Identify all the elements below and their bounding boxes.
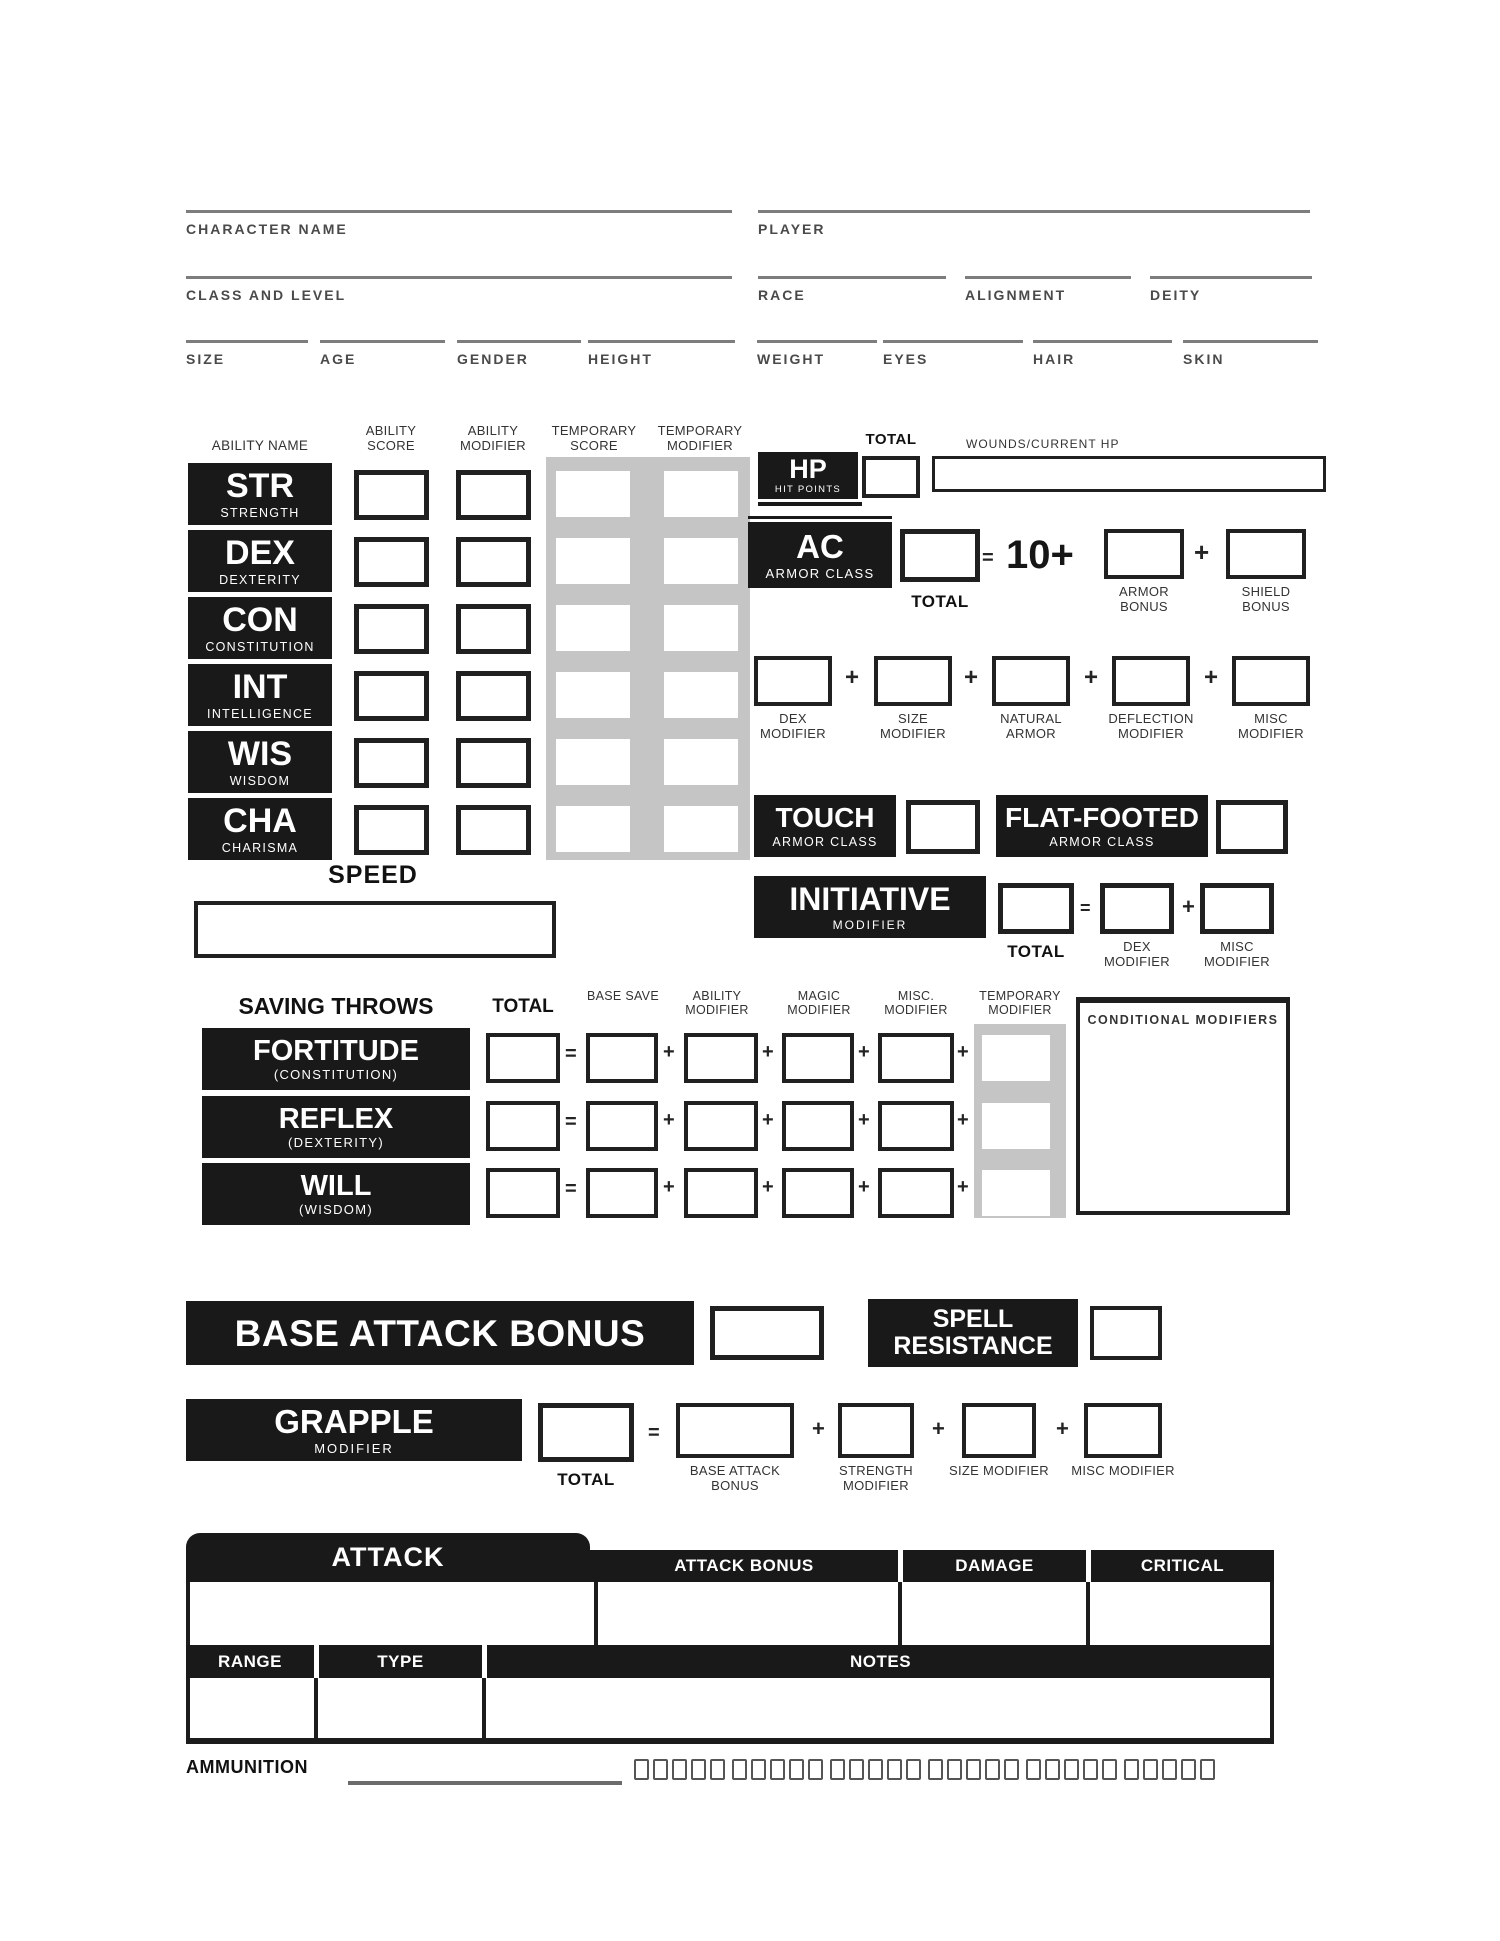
initiative-title: INITIATIVE bbox=[789, 880, 951, 917]
spell-resistance-banner bbox=[868, 1299, 1078, 1367]
initiative-dex-label: DEX MODIFIER bbox=[1104, 939, 1170, 969]
conditional-modifiers-label: CONDITIONAL MODIFIERS bbox=[1087, 1013, 1279, 1027]
str-name: STRENGTH bbox=[220, 505, 300, 520]
touch-subtitle: ARMOR CLASS bbox=[772, 834, 878, 849]
grapple-misc-box[interactable] bbox=[1084, 1403, 1162, 1458]
damage-cell[interactable] bbox=[902, 1582, 1086, 1645]
hp-block-underline bbox=[758, 502, 862, 506]
grapple-size-label: SIZE MODIFIER bbox=[949, 1463, 1049, 1478]
range-type-notes-band bbox=[186, 1645, 1274, 1678]
con-score-box[interactable] bbox=[354, 604, 429, 654]
will-temp-box[interactable] bbox=[982, 1170, 1050, 1216]
grapple-subtitle: MODIFIER bbox=[314, 1440, 394, 1456]
ac-deflection-modifier-box[interactable] bbox=[1112, 656, 1190, 706]
wounds-current-hp-box[interactable] bbox=[932, 456, 1326, 492]
fortitude-temp-box[interactable] bbox=[982, 1035, 1050, 1081]
ac-size-modifier-label: SIZE MODIFIER bbox=[880, 711, 946, 741]
grapple-strength-label: STRENGTH MODIFIER bbox=[839, 1463, 913, 1493]
player-line[interactable] bbox=[758, 210, 1310, 213]
con-temp-modifier-box[interactable] bbox=[664, 605, 738, 651]
conditional-modifiers-box[interactable] bbox=[1076, 997, 1290, 1215]
dex-name: DEXTERITY bbox=[219, 572, 301, 587]
height-label: HEIGHT bbox=[588, 351, 653, 367]
initiative-subtitle: MODIFIER bbox=[832, 917, 908, 932]
deity-label: DEITY bbox=[1150, 287, 1202, 303]
initiative-misc-box[interactable] bbox=[1200, 883, 1274, 934]
fortitude-plus-1: + bbox=[663, 1041, 675, 1063]
hair-label: HAIR bbox=[1033, 351, 1076, 367]
ability-modifier-header: ABILITY MODIFIER bbox=[460, 423, 526, 453]
initiative-total-label: TOTAL bbox=[1007, 942, 1065, 961]
ammo-checkbox-group-3 bbox=[830, 1759, 921, 1780]
reflex-equals: = bbox=[565, 1111, 577, 1133]
cha-block bbox=[188, 798, 332, 860]
ammo-checkbox[interactable] bbox=[751, 1759, 766, 1780]
grapple-plus-2: + bbox=[932, 1416, 945, 1441]
ammo-checkbox[interactable] bbox=[1181, 1759, 1196, 1780]
ac-misc-modifier-label: MISC MODIFIER bbox=[1238, 711, 1304, 741]
cha-temp-modifier-box[interactable] bbox=[664, 806, 738, 852]
con-name: CONSTITUTION bbox=[205, 639, 315, 654]
armor-bonus-box[interactable] bbox=[1104, 529, 1184, 579]
int-temp-score-box[interactable] bbox=[556, 672, 630, 718]
dex-block bbox=[188, 530, 332, 592]
dex-score-box[interactable] bbox=[354, 537, 429, 587]
ammo-checkbox[interactable] bbox=[947, 1759, 962, 1780]
dex-abbr: DEX bbox=[225, 533, 295, 572]
grapple-plus-3: + bbox=[1056, 1416, 1069, 1441]
temporary-score-header: TEMPORARY SCORE bbox=[551, 423, 637, 453]
ammunition-line[interactable] bbox=[348, 1781, 622, 1785]
ammo-checkbox[interactable] bbox=[1026, 1759, 1041, 1780]
will-base-box[interactable] bbox=[586, 1168, 658, 1218]
con-block bbox=[188, 597, 332, 659]
attack-tab-label: ATTACK bbox=[331, 1542, 445, 1572]
str-temp-score-box[interactable] bbox=[556, 471, 630, 517]
alignment-label: ALIGNMENT bbox=[965, 287, 1067, 303]
cha-modifier-box[interactable] bbox=[456, 805, 531, 855]
ac-total-label: TOTAL bbox=[911, 592, 969, 611]
eyes-label: EYES bbox=[883, 351, 929, 367]
ammo-checkbox[interactable] bbox=[966, 1759, 981, 1780]
reflex-temp-box[interactable] bbox=[982, 1103, 1050, 1149]
wis-modifier-box[interactable] bbox=[456, 738, 531, 788]
grapple-banner bbox=[186, 1399, 522, 1461]
con-modifier-box[interactable] bbox=[456, 604, 531, 654]
notes-header: NOTES bbox=[482, 1645, 1274, 1678]
ammunition-label: AMMUNITION bbox=[186, 1757, 308, 1777]
ammo-checkbox[interactable] bbox=[1064, 1759, 1079, 1780]
ac-abbr: AC bbox=[796, 527, 844, 565]
ammo-checkbox[interactable] bbox=[732, 1759, 747, 1780]
ac-dex-modifier-box[interactable] bbox=[754, 656, 832, 706]
initiative-total-box[interactable] bbox=[998, 883, 1074, 934]
ac-plus-2: + bbox=[845, 664, 860, 691]
spell-resistance-line2: RESISTANCE bbox=[893, 1332, 1053, 1360]
class-level-label: CLASS AND LEVEL bbox=[186, 287, 347, 303]
ability-name-header: ABILITY NAME bbox=[211, 438, 309, 453]
ac-plus-1: + bbox=[1194, 537, 1210, 567]
ammo-checkbox[interactable] bbox=[849, 1759, 864, 1780]
ammo-checkbox[interactable] bbox=[1102, 1759, 1117, 1780]
ammo-checkbox[interactable] bbox=[985, 1759, 1000, 1780]
will-plus-3: + bbox=[858, 1176, 870, 1198]
attack-name-cell[interactable] bbox=[190, 1582, 594, 1645]
range-header: RANGE bbox=[218, 1652, 282, 1671]
con-abbr: CON bbox=[222, 600, 298, 639]
attack-tab bbox=[186, 1533, 590, 1582]
will-magic-box[interactable] bbox=[782, 1168, 854, 1218]
initiative-equals: = bbox=[1080, 898, 1091, 918]
attack-row-1 bbox=[186, 1582, 1274, 1645]
player-label: PLAYER bbox=[758, 221, 826, 237]
wis-score-box[interactable] bbox=[354, 738, 429, 788]
str-temp-modifier-box[interactable] bbox=[664, 471, 738, 517]
spell-resistance-box[interactable] bbox=[1090, 1306, 1162, 1360]
type-cell[interactable] bbox=[318, 1678, 482, 1738]
wis-temp-modifier-box[interactable] bbox=[664, 739, 738, 785]
fortitude-total-box[interactable] bbox=[486, 1033, 560, 1083]
age-line[interactable] bbox=[320, 340, 445, 343]
ammo-checkbox[interactable] bbox=[653, 1759, 668, 1780]
reflex-plus-1: + bbox=[663, 1109, 675, 1131]
weight-line[interactable] bbox=[757, 340, 877, 343]
ac-deflection-modifier-label: DEFLECTION MODIFIER bbox=[1108, 711, 1194, 741]
grapple-bab-label: BASE ATTACK BONUS bbox=[689, 1463, 781, 1493]
ammo-checkbox[interactable] bbox=[1004, 1759, 1019, 1780]
will-block bbox=[202, 1163, 470, 1225]
fortitude-misc-box[interactable] bbox=[878, 1033, 954, 1083]
flat-footed-subtitle: ARMOR CLASS bbox=[1049, 834, 1155, 849]
ammo-checkbox[interactable] bbox=[808, 1759, 823, 1780]
type-header: TYPE bbox=[314, 1645, 482, 1678]
armor-bonus-label: ARMOR BONUS bbox=[1119, 584, 1169, 614]
ammo-checkbox[interactable] bbox=[1124, 1759, 1139, 1780]
reflex-total-box[interactable] bbox=[486, 1101, 560, 1151]
flat-footed-ac-box[interactable] bbox=[1216, 800, 1288, 854]
grapple-plus-1: + bbox=[812, 1416, 825, 1441]
grapple-size-box[interactable] bbox=[962, 1403, 1036, 1458]
cha-abbr: CHA bbox=[223, 801, 297, 840]
grapple-misc-label: MISC MODIFIER bbox=[1071, 1463, 1175, 1478]
ammo-checkbox[interactable] bbox=[710, 1759, 725, 1780]
ammo-checkbox[interactable] bbox=[887, 1759, 902, 1780]
ac-natural-armor-box[interactable] bbox=[992, 656, 1070, 706]
ac-block bbox=[748, 522, 892, 588]
hp-total-box[interactable] bbox=[862, 456, 920, 498]
ammo-checkbox[interactable] bbox=[1045, 1759, 1060, 1780]
ammo-checkbox-group-5 bbox=[1026, 1759, 1117, 1780]
ammo-checkbox[interactable] bbox=[789, 1759, 804, 1780]
critical-cell[interactable] bbox=[1090, 1582, 1270, 1645]
temporary-columns-panel bbox=[546, 457, 750, 860]
fortitude-base-box[interactable] bbox=[586, 1033, 658, 1083]
ammo-checkbox[interactable] bbox=[1143, 1759, 1158, 1780]
str-abbr: STR bbox=[226, 466, 294, 505]
touch-ac-box[interactable] bbox=[906, 800, 980, 854]
skin-label: SKIN bbox=[1183, 351, 1225, 367]
int-score-box[interactable] bbox=[354, 671, 429, 721]
notes-cell[interactable] bbox=[486, 1678, 1274, 1738]
speed-box[interactable] bbox=[194, 901, 556, 958]
dex-temp-score-box[interactable] bbox=[556, 538, 630, 584]
initiative-dex-box[interactable] bbox=[1100, 883, 1174, 934]
hair-line[interactable] bbox=[1033, 340, 1172, 343]
attack-row-2 bbox=[186, 1678, 1274, 1738]
damage-header: DAMAGE bbox=[898, 1550, 1086, 1582]
attack-table bbox=[186, 1533, 1274, 1744]
class-level-line[interactable] bbox=[186, 276, 732, 279]
int-block bbox=[188, 664, 332, 726]
dex-modifier-box[interactable] bbox=[456, 537, 531, 587]
saving-throws-title: SAVING THROWS bbox=[238, 993, 434, 1019]
race-label: RACE bbox=[758, 287, 806, 303]
will-plus-1: + bbox=[663, 1176, 675, 1198]
wis-abbr: WIS bbox=[227, 734, 293, 773]
cha-temp-score-box[interactable] bbox=[556, 806, 630, 852]
character-name-line[interactable] bbox=[186, 210, 732, 213]
shield-bonus-box[interactable] bbox=[1226, 529, 1306, 579]
grapple-bab-box[interactable] bbox=[676, 1403, 794, 1458]
gender-label: GENDER bbox=[457, 351, 529, 367]
flat-footed-ac-block bbox=[996, 795, 1208, 857]
ammo-checkbox[interactable] bbox=[672, 1759, 687, 1780]
ammo-checkbox-group-4 bbox=[928, 1759, 1019, 1780]
attack-bonus-cell[interactable] bbox=[598, 1582, 898, 1645]
base-attack-bonus-box[interactable] bbox=[710, 1306, 824, 1360]
deity-line[interactable] bbox=[1150, 276, 1312, 279]
ammo-checkbox[interactable] bbox=[928, 1759, 943, 1780]
base-attack-bonus-title: BASE ATTACK BONUS bbox=[234, 1312, 646, 1354]
ammo-checkbox[interactable] bbox=[634, 1759, 649, 1780]
gender-line[interactable] bbox=[457, 340, 581, 343]
temporary-modifier-header: TEMPORARY MODIFIER bbox=[657, 423, 743, 453]
will-equals: = bbox=[565, 1178, 577, 1200]
attack-bonus-header: ATTACK BONUS bbox=[674, 1556, 814, 1575]
grapple-title: GRAPPLE bbox=[274, 1402, 434, 1440]
hp-total-label: TOTAL bbox=[865, 431, 917, 448]
will-subtitle: (WISDOM) bbox=[299, 1201, 373, 1217]
base-save-header: BASE SAVE bbox=[587, 989, 659, 1003]
fortitude-magic-box[interactable] bbox=[782, 1033, 854, 1083]
grapple-equals: = bbox=[648, 1422, 660, 1444]
fortitude-equals: = bbox=[565, 1043, 577, 1065]
ac-name: ARMOR CLASS bbox=[765, 565, 875, 581]
saves-temporary-modifier-header: TEMPORARY MODIFIER bbox=[979, 989, 1061, 1018]
skin-line[interactable] bbox=[1183, 340, 1318, 343]
saves-magic-modifier-header: MAGIC MODIFIER bbox=[787, 989, 851, 1018]
reflex-plus-4: + bbox=[957, 1109, 969, 1131]
str-block bbox=[188, 463, 332, 525]
initiative-block bbox=[754, 876, 986, 938]
attack-table-bottom-border bbox=[186, 1738, 1274, 1744]
int-name: INTELLIGENCE bbox=[207, 706, 313, 721]
fortitude-subtitle: (CONSTITUTION) bbox=[273, 1066, 399, 1082]
grapple-total-label: TOTAL bbox=[557, 1470, 615, 1489]
flat-footed-title: FLAT-FOOTED bbox=[1005, 801, 1199, 833]
race-line[interactable] bbox=[758, 276, 946, 279]
reflex-plus-3: + bbox=[858, 1109, 870, 1131]
will-misc-box[interactable] bbox=[878, 1168, 954, 1218]
int-abbr: INT bbox=[232, 667, 288, 706]
int-modifier-box[interactable] bbox=[456, 671, 531, 721]
str-score-box[interactable] bbox=[354, 470, 429, 520]
int-temp-modifier-box[interactable] bbox=[664, 672, 738, 718]
touch-ac-block bbox=[754, 795, 896, 857]
reflex-subtitle: (DEXTERITY) bbox=[288, 1134, 384, 1150]
ammo-checkbox-group-2 bbox=[732, 1759, 823, 1780]
ammo-checkbox[interactable] bbox=[1162, 1759, 1177, 1780]
range-cell[interactable] bbox=[190, 1678, 314, 1738]
wis-temp-score-box[interactable] bbox=[556, 739, 630, 785]
age-label: AGE bbox=[320, 351, 357, 367]
str-modifier-box[interactable] bbox=[456, 470, 531, 520]
saves-misc-modifier-header: MISC. MODIFIER bbox=[884, 989, 948, 1018]
will-total-box[interactable] bbox=[486, 1168, 560, 1218]
cha-name: CHARISMA bbox=[221, 840, 299, 855]
critical-header: CRITICAL bbox=[1086, 1550, 1274, 1582]
will-ability-box[interactable] bbox=[684, 1168, 758, 1218]
eyes-line[interactable] bbox=[883, 340, 1023, 343]
ac-natural-armor-label: NATURAL ARMOR bbox=[1000, 711, 1062, 741]
reflex-title: REFLEX bbox=[278, 1102, 394, 1135]
ammo-checkbox-group-1 bbox=[634, 1759, 725, 1780]
fortitude-title: FORTITUDE bbox=[253, 1034, 419, 1067]
reflex-magic-box[interactable] bbox=[782, 1101, 854, 1151]
character-name-label: CHARACTER NAME bbox=[186, 221, 348, 237]
saves-ability-modifier-header: ABILITY MODIFIER bbox=[685, 989, 749, 1018]
ammo-checkbox[interactable] bbox=[868, 1759, 883, 1780]
ability-score-header: ABILITY SCORE bbox=[365, 423, 417, 453]
ac-dex-modifier-label: DEX MODIFIER bbox=[760, 711, 826, 741]
ammo-checkbox[interactable] bbox=[691, 1759, 706, 1780]
height-line[interactable] bbox=[588, 340, 735, 343]
touch-title: TOUCH bbox=[775, 801, 875, 833]
grapple-total-box[interactable] bbox=[538, 1403, 634, 1462]
size-line[interactable] bbox=[186, 340, 308, 343]
spell-resistance-line1: SPELL bbox=[932, 1304, 1014, 1333]
hp-block bbox=[758, 452, 858, 499]
hp-abbr: HP bbox=[789, 454, 827, 484]
base-attack-bonus-banner bbox=[186, 1301, 694, 1365]
will-plus-4: + bbox=[957, 1176, 969, 1198]
will-plus-2: + bbox=[762, 1176, 774, 1198]
wounds-label: WOUNDS/CURRENT HP bbox=[966, 437, 1120, 451]
ac-plus-3: + bbox=[964, 664, 979, 691]
ac-plus-5: + bbox=[1204, 664, 1219, 691]
reflex-plus-2: + bbox=[762, 1109, 774, 1131]
fortitude-ability-box[interactable] bbox=[684, 1033, 758, 1083]
will-title: WILL bbox=[300, 1169, 372, 1202]
size-label: SIZE bbox=[186, 351, 226, 367]
ac-block-topline bbox=[748, 516, 892, 519]
ac-base-ten: 10+ bbox=[1006, 533, 1074, 577]
reflex-base-box[interactable] bbox=[586, 1101, 658, 1151]
speed-label: SPEED bbox=[328, 861, 418, 889]
alignment-line[interactable] bbox=[965, 276, 1131, 279]
ammo-checkbox[interactable] bbox=[1083, 1759, 1098, 1780]
shield-bonus-label: SHIELD BONUS bbox=[1241, 584, 1291, 614]
grapple-strength-box[interactable] bbox=[838, 1403, 914, 1458]
initiative-plus: + bbox=[1182, 894, 1195, 919]
fortitude-plus-4: + bbox=[957, 1041, 969, 1063]
ammo-checkbox[interactable] bbox=[830, 1759, 845, 1780]
ac-plus-4: + bbox=[1084, 664, 1099, 691]
wis-name: WISDOM bbox=[229, 773, 291, 788]
ammo-checkbox[interactable] bbox=[906, 1759, 921, 1780]
hp-name: HIT POINTS bbox=[774, 484, 842, 495]
ammo-checkbox[interactable] bbox=[770, 1759, 785, 1780]
fortitude-block bbox=[202, 1028, 470, 1090]
ammo-checkbox[interactable] bbox=[1200, 1759, 1215, 1780]
reflex-misc-box[interactable] bbox=[878, 1101, 954, 1151]
ac-equals: = bbox=[982, 547, 994, 569]
reflex-ability-box[interactable] bbox=[684, 1101, 758, 1151]
fortitude-plus-3: + bbox=[858, 1041, 870, 1063]
cha-score-box[interactable] bbox=[354, 805, 429, 855]
wis-block bbox=[188, 731, 332, 793]
fortitude-plus-2: + bbox=[762, 1041, 774, 1063]
weight-label: WEIGHT bbox=[757, 351, 825, 367]
reflex-block bbox=[202, 1096, 470, 1158]
attack-header-band bbox=[590, 1550, 1274, 1582]
ac-total-box[interactable] bbox=[900, 529, 980, 582]
ac-size-modifier-box[interactable] bbox=[874, 656, 952, 706]
saves-total-header: TOTAL bbox=[492, 996, 554, 1017]
initiative-misc-label: MISC MODIFIER bbox=[1204, 939, 1270, 969]
con-temp-score-box[interactable] bbox=[556, 605, 630, 651]
dex-temp-modifier-box[interactable] bbox=[664, 538, 738, 584]
ammo-checkbox-group-6 bbox=[1124, 1759, 1215, 1780]
ac-misc-modifier-box[interactable] bbox=[1232, 656, 1310, 706]
